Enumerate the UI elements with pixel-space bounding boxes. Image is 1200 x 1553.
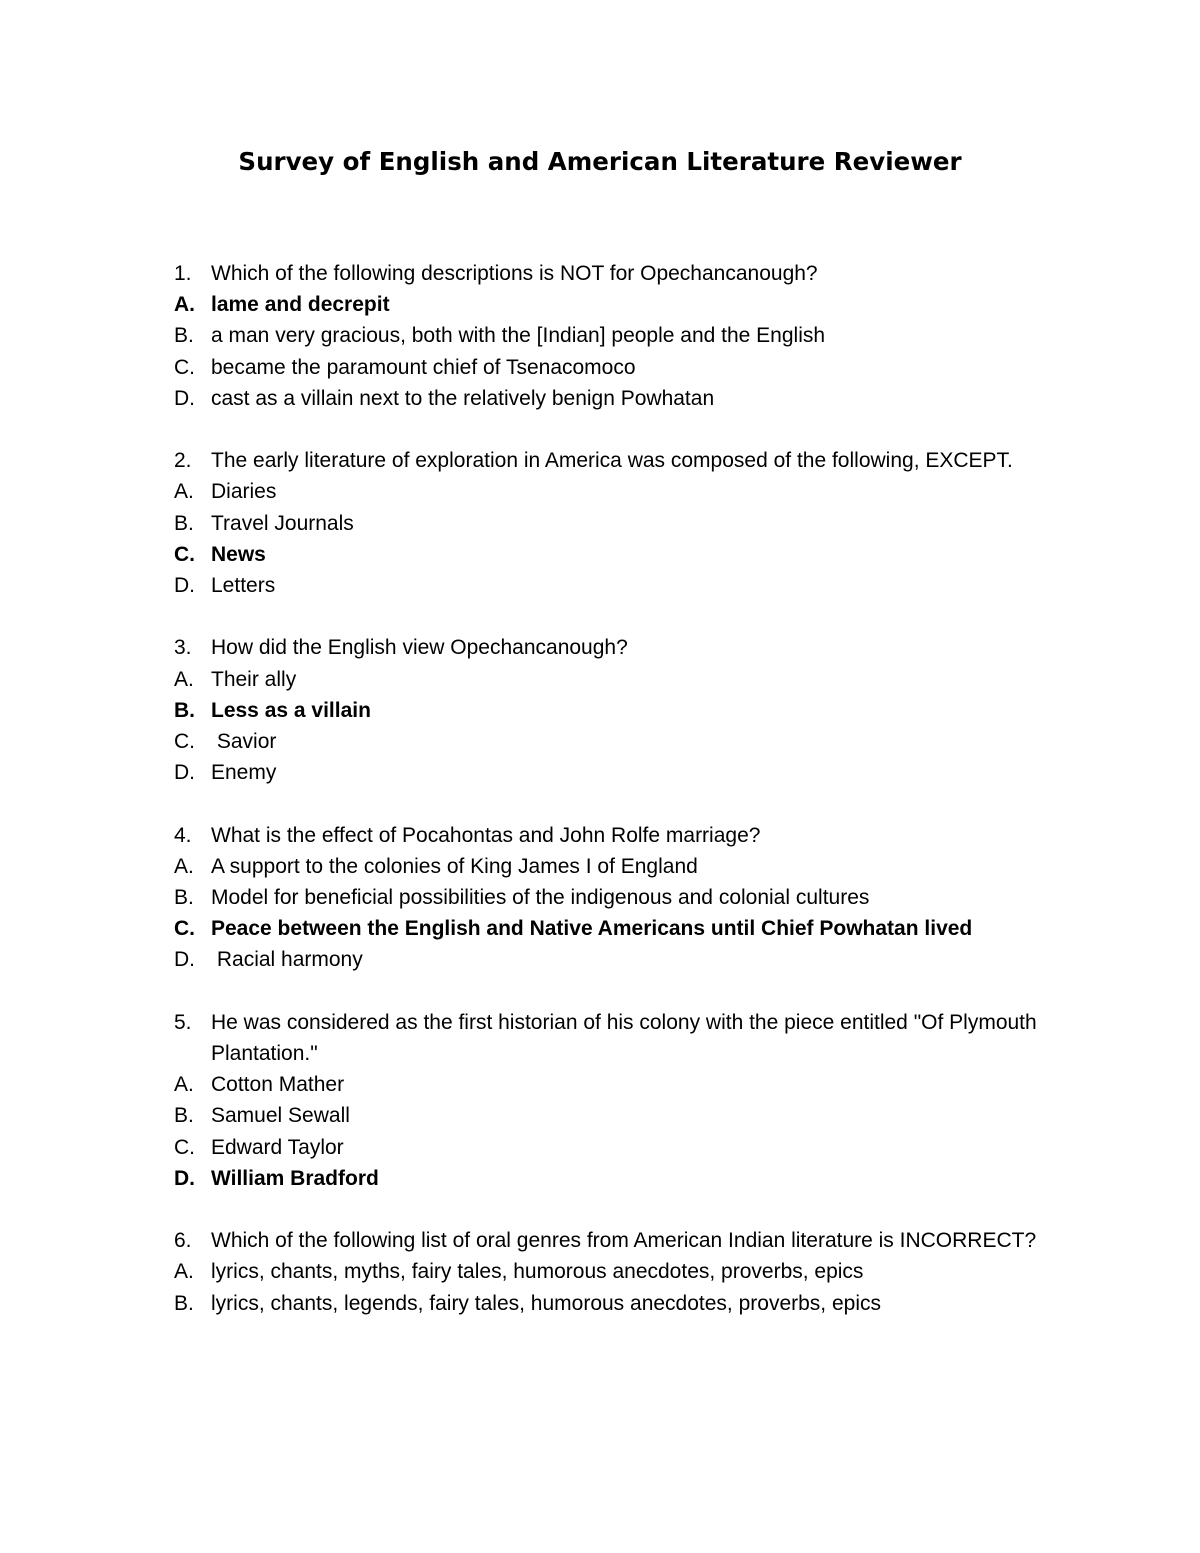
option-correct: [174, 539, 1054, 570]
option-letter: D.: [174, 386, 195, 410]
option-text: Peace between the English and Native Americans until Chief Powhatan lived: [211, 917, 973, 941]
option: [174, 476, 1054, 507]
option-list: [174, 289, 1054, 414]
question-number: 1.: [174, 262, 192, 285]
question-number: 3.: [174, 636, 192, 660]
question-text: What is the effect of Pocahontas and John Rolfe marriage?: [211, 823, 761, 847]
option-text: a man very gracious, both with the [Indian] people and the English: [211, 324, 826, 348]
option-letter: D.: [174, 574, 195, 598]
option-letter: C.: [174, 1135, 195, 1159]
question-text: Which of the following descriptions is NOT for Opechancanough?: [211, 262, 818, 285]
question-stem: [174, 258, 1054, 289]
option-letter: C.: [174, 730, 195, 754]
option-text: Less as a villain: [211, 698, 371, 722]
option: [174, 570, 1054, 601]
option-letter: A.: [174, 1260, 194, 1284]
option: [174, 1288, 1054, 1319]
option-letter: C.: [174, 542, 195, 566]
option-letter: D.: [174, 948, 195, 972]
option-text: lyrics, chants, legends, fairy tales, humorous anecdotes, proverbs, epics: [211, 1291, 881, 1315]
option: [174, 352, 1054, 383]
option-letter: A.: [174, 1073, 194, 1097]
option-letter: B.: [174, 886, 194, 910]
option-text: Cotton Mather: [211, 1073, 345, 1097]
option-text: News: [211, 542, 266, 566]
option: [174, 757, 1054, 788]
option-letter: B.: [174, 698, 195, 722]
option-text: Travel Journals: [211, 511, 354, 535]
option-correct: [174, 1163, 1054, 1194]
question-item: [174, 1225, 1054, 1319]
option-text: Diaries: [211, 480, 277, 504]
option-text: lyrics, chants, myths, fairy tales, humorous anecdotes, proverbs, epics: [211, 1260, 864, 1284]
question-stem: [174, 1007, 1054, 1069]
question-list: [174, 258, 1054, 1350]
option-correct: [174, 913, 1054, 944]
option-letter: C.: [174, 355, 195, 379]
option-text: became the paramount chief of Tsenacomoco: [211, 355, 636, 379]
option-text: A support to the colonies of King James I of England: [211, 854, 698, 878]
question-number: 6.: [174, 1229, 192, 1253]
option: [174, 664, 1054, 695]
question-stem: [174, 445, 1054, 476]
option-letter: B.: [174, 1291, 194, 1315]
option-letter: A.: [174, 293, 195, 317]
option: [174, 882, 1054, 913]
option: [174, 1256, 1054, 1287]
option-text: lame and decrepit: [211, 293, 390, 317]
option: [174, 1069, 1054, 1100]
option-text: Letters: [211, 574, 276, 598]
option: [174, 320, 1054, 351]
question-item: [174, 258, 1054, 414]
option-list: [174, 476, 1054, 601]
option-letter: B.: [174, 511, 194, 535]
option-letter: D.: [174, 1166, 195, 1190]
option: [174, 508, 1054, 539]
option-list: [174, 664, 1054, 789]
option-text: Savior: [211, 730, 277, 754]
option: [174, 944, 1054, 975]
question-number: 4.: [174, 823, 192, 847]
question-stem: [174, 1225, 1054, 1256]
question-stem: [174, 632, 1054, 663]
option-letter: A.: [174, 480, 194, 504]
option-letter: A.: [174, 854, 194, 878]
option: [174, 1100, 1054, 1131]
option-correct: [174, 695, 1054, 726]
question-number: 2.: [174, 449, 192, 473]
option-list: [174, 1256, 1054, 1318]
option-correct: [174, 289, 1054, 320]
option-letter: D.: [174, 761, 195, 785]
option-list: [174, 851, 1054, 976]
option: [174, 851, 1054, 882]
option-letter: A.: [174, 667, 194, 691]
option-text: Edward Taylor: [211, 1135, 344, 1159]
option: [174, 726, 1054, 757]
option-text: Model for beneficial possibilities of the indigenous and colonial cultures: [211, 886, 870, 910]
option-text: cast as a villain next to the relatively benign Powhatan: [211, 386, 715, 410]
option-letter: B.: [174, 324, 194, 348]
question-item: [174, 445, 1054, 601]
option-list: [174, 1069, 1054, 1194]
question-text: How did the English view Opechancanough?: [211, 636, 628, 660]
option-text: William Bradford: [211, 1166, 379, 1190]
option-letter: B.: [174, 1104, 194, 1128]
question-text: The early literature of exploration in America was composed of the following, EXCEPT.: [211, 449, 1013, 473]
question-stem: [174, 820, 1054, 851]
option-text: Racial harmony: [211, 948, 363, 972]
page-title: Survey of English and American Literature Reviewer: [238, 147, 962, 176]
option: [174, 383, 1054, 414]
question-item: [174, 1007, 1054, 1194]
option-letter: C.: [174, 917, 195, 941]
question-item: [174, 632, 1054, 788]
option-text: Enemy: [211, 761, 277, 785]
option-text: Their ally: [211, 667, 297, 691]
question-number: 5.: [174, 1010, 192, 1034]
question-text: Which of the following list of oral genres from American Indian literature is INCORRECT?: [211, 1229, 1037, 1253]
option: [174, 1132, 1054, 1163]
option-text: Samuel Sewall: [211, 1104, 350, 1128]
question-item: [174, 820, 1054, 976]
question-text: He was considered as the first historian of his colony with the piece entitled "Of Plymouth Plantation.": [211, 1010, 1043, 1066]
